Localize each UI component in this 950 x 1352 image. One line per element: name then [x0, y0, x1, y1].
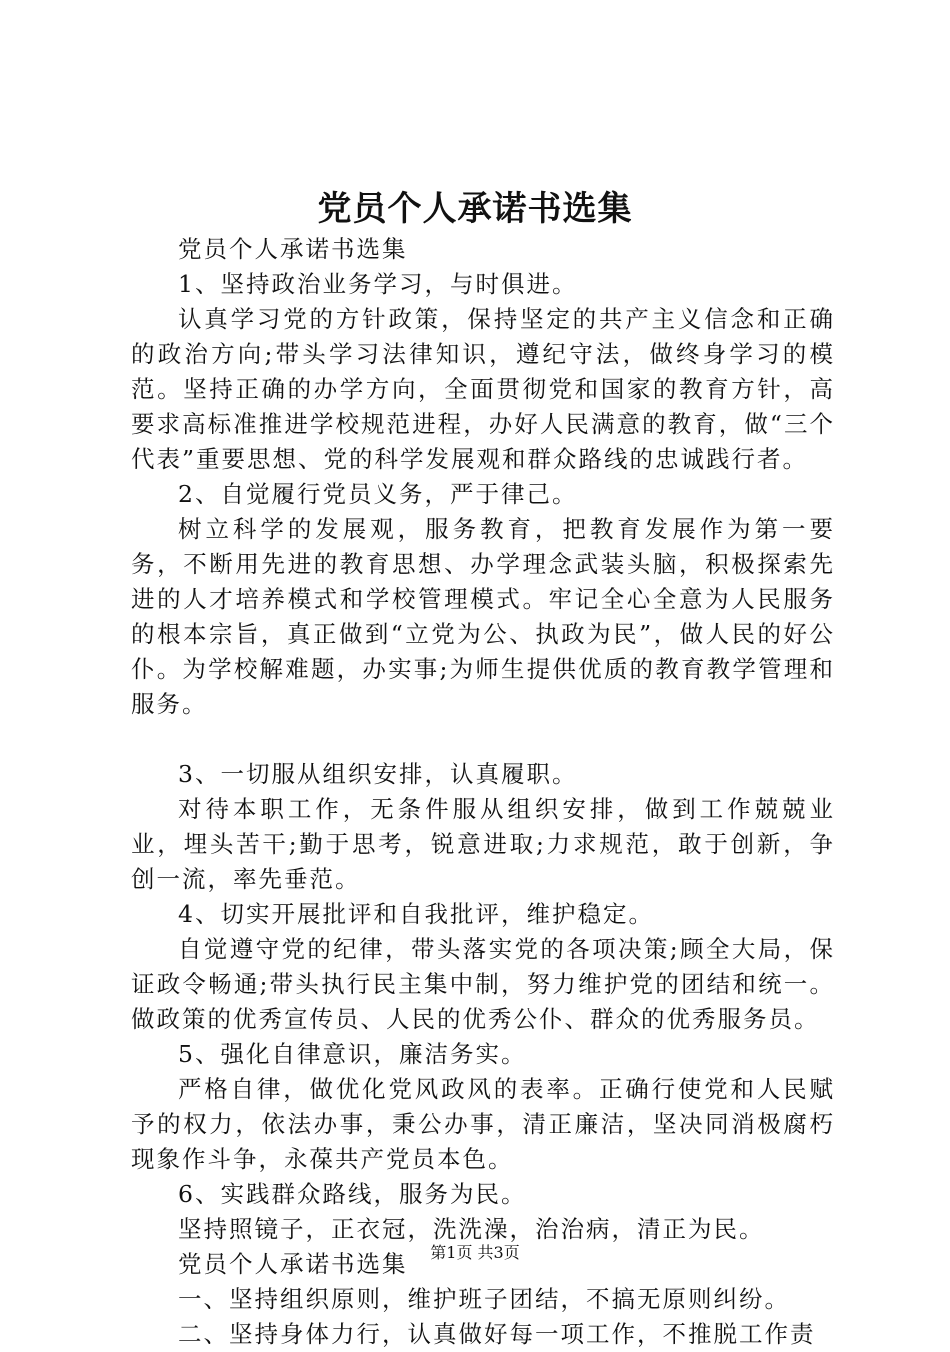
- paragraph: 党员个人承诺书选集: [178, 235, 408, 263]
- page-footer: 第1页 共3页: [430, 1243, 520, 1262]
- paragraph: 坚持照镜子，正衣冠，洗洗澡，治治病，清正为民。: [178, 1215, 765, 1243]
- paragraph: 5、强化自律意识，廉洁务实。: [178, 1040, 527, 1068]
- paragraph: 认真学习党的方针政策，保持坚定的共产主义信念和正确的政治方向;带头学习法律知识，遵纪守法，做终身学习的模范。坚持正确的办学方向，全面贯彻党和国家的教育方针，高要求高标准推进学校规范进程，办好人民满意的教育，做“三个代表”重要思想、党的科学发展观和群众路线的忠诚践行者。: [131, 305, 835, 473]
- paragraph: 二、坚持身体力行，认真做好每一项工作，不推脱工作责: [178, 1320, 816, 1348]
- paragraph: 一、坚持组织原则，维护班子团结，不搞无原则纠纷。: [178, 1285, 790, 1313]
- paragraph: 严格自律，做优化党风政风的表率。正确行使党和人民赋予的权力，依法办事，秉公办事，清正廉洁，坚决同消极腐朽现象作斗争，永葆共产党员本色。: [131, 1075, 835, 1173]
- paragraph: 树立科学的发展观，服务教育，把教育发展作为第一要务，不断用先进的教育思想、办学理念武装头脑，积极探索先进的人才培养模式和学校管理模式。牢记全心全意为人民服务的根本宗旨，真正做到“立党为公、执政为民”，做人民的好公仆。为学校解难题，办实事;为师生提供优质的教育教学管理和服务。: [131, 515, 835, 718]
- paragraph: 1、坚持政治业务学习，与时俱进。: [178, 270, 578, 298]
- paragraph: 对待本职工作，无条件服从组织安排，做到工作兢兢业业，埋头苦干;勤于思考，锐意进取;力求规范，敢于创新，争创一流，率先垂范。: [131, 795, 835, 893]
- paragraph: 6、实践群众路线，服务为民。: [178, 1180, 527, 1208]
- paragraph: 4、切实开展批评和自我批评，维护稳定。: [178, 900, 654, 928]
- document-body: [131, 232, 835, 1352]
- paragraph: 3、一切服从组织安排，认真履职。: [178, 760, 578, 788]
- document-title: 党员个人承诺书选集: [317, 189, 633, 229]
- paragraph: 2、自觉履行党员义务，严于律己。: [178, 480, 578, 508]
- paragraph: 自觉遵守党的纪律，带头落实党的各项决策;顾全大局，保证政令畅通;带头执行民主集中制，努力维护党的团结和统一。做政策的优秀宣传员、人民的优秀公仆、群众的优秀服务员。: [131, 935, 835, 1033]
- paragraph: 党员个人承诺书选集: [178, 1250, 408, 1278]
